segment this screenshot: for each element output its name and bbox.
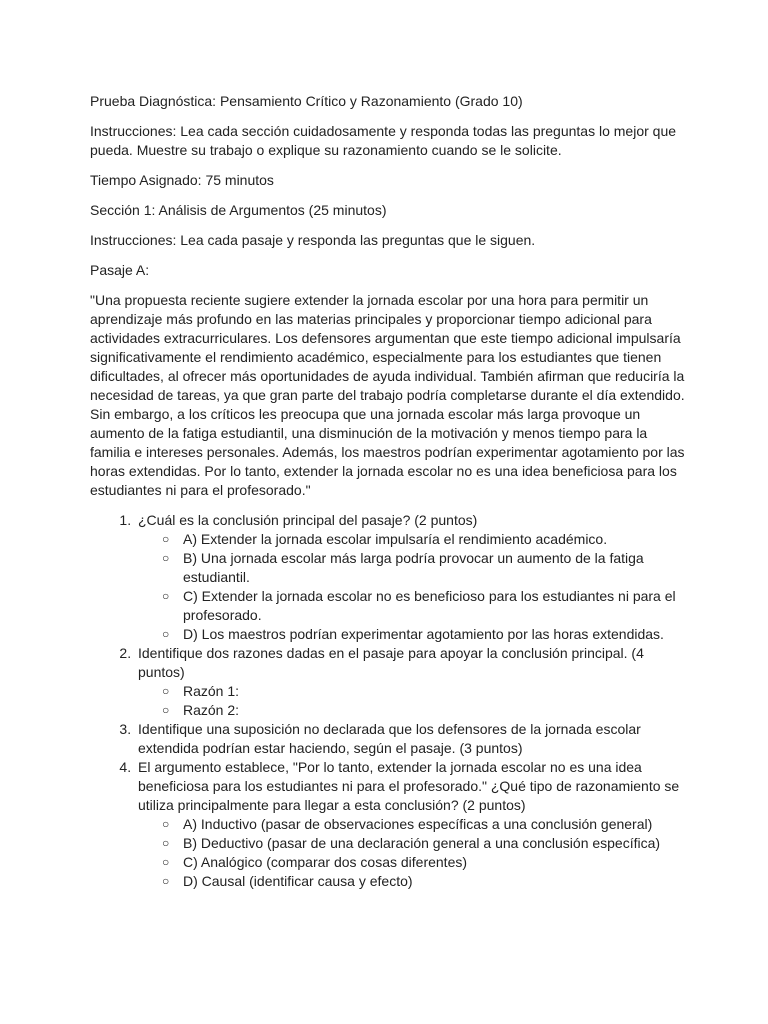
test-title: Prueba Diagnóstica: Pensamiento Crítico y Razonamiento (Grado 10)	[90, 93, 523, 109]
document-body	[90, 92, 690, 891]
question-2	[135, 644, 690, 720]
option-item: ○ C) Analógico (comparar dos cosas diferentes)	[162, 853, 690, 872]
question-4	[135, 758, 690, 891]
question-text: ¿Cuál es la conclusión principal del pasaje? (2 puntos)	[138, 512, 478, 528]
question-text: Identifique dos razones dadas en el pasaje para apoyar la conclusión principal. (4 puntos)	[138, 645, 644, 680]
option-item: ○ D) Causal (identificar causa y efecto)	[162, 872, 690, 891]
section-instructions: Instrucciones: Lea cada pasaje y responda las preguntas que le siguen.	[90, 232, 536, 248]
option-item: ○ B) Deductivo (pasar de una declaración general a una conclusión específica)	[162, 834, 690, 853]
option-item: ○ A) Inductivo (pasar de observaciones específicas a una conclusión general)	[162, 815, 690, 834]
option-item: ○ A) Extender la jornada escolar impulsaría el rendimiento académico.	[162, 530, 690, 549]
question-text: El argumento establece, "Por lo tanto, extender la jornada escolar no es una idea beneficiosa para los estudiantes ni para el profesorado." ¿Qué tipo de razonamiento se utiliza principalmente para llegar a esta conclusión? (2 puntos)	[138, 759, 680, 813]
question-3	[135, 720, 690, 758]
section-title: Sección 1: Análisis de Argumentos (25 minutos)	[90, 202, 387, 218]
question-list	[90, 511, 690, 891]
option-item: ○ Razón 2:	[162, 701, 690, 720]
option-item: ○ B) Una jornada escolar más larga podría provocar un aumento de la fatiga estudiantil.	[162, 549, 690, 587]
general-instructions: Instrucciones: Lea cada sección cuidadosamente y responda todas las preguntas lo mejor que pueda. Muestre su trabajo o explique su razonamiento cuando se le solicite.	[90, 123, 677, 158]
passage-text: "Una propuesta reciente sugiere extender la jornada escolar por una hora para permitir un aprendizaje más profundo en las materias principales y proporcionar tiempo adicional para actividades extracurriculares. Los defensores argumentan que este tiempo adicional impulsaría significativamente el rendimiento académico, especialmente para los estudiantes que tienen dificultades, al ofrecer más oportunidades de ayuda individual. También afirman que reduciría la necesidad de tareas, ya que gran parte del trabajo podría completarse durante el día extendido. Sin embargo, a los críticos les preocupa que una jornada escolar más larga provoque un aumento de la fatiga estudiantil, una disminución de la motivación y menos tiempo para la familia e intereses personales. Además, los maestros podrían experimentar agotamiento por las horas extendidas. Por lo tanto, extender la jornada escolar no es una idea beneficiosa para los estudiantes ni para el profesorado."	[90, 292, 685, 498]
option-item: ○ D) Los maestros podrían experimentar agotamiento por las horas extendidas.	[162, 625, 690, 644]
option-item: ○ Razón 1:	[162, 682, 690, 701]
option-list	[138, 530, 690, 644]
passage-label: Pasaje A:	[90, 262, 150, 278]
option-item: ○ C) Extender la jornada escolar no es beneficioso para los estudiantes ni para el profesorado.	[162, 587, 690, 625]
time-allotted: Tiempo Asignado: 75 minutos	[90, 172, 274, 188]
option-list	[138, 682, 690, 720]
option-list	[138, 815, 690, 891]
question-text: Identifique una suposición no declarada que los defensores de la jornada escolar extendida podrían estar haciendo, según el pasaje. (3 puntos)	[138, 721, 641, 756]
question-1	[135, 511, 690, 644]
